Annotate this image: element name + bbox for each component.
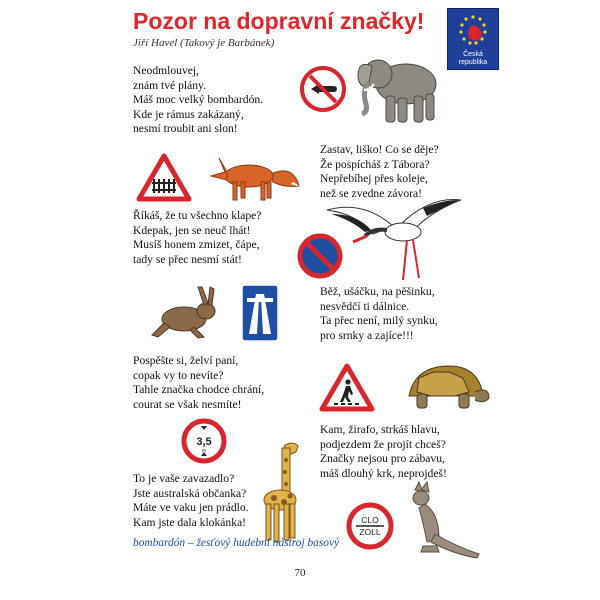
stanza-7 — [133, 472, 249, 530]
customs-line-1: CLO — [361, 515, 379, 525]
stanza-line: tady se přec nesmí stát! — [133, 252, 242, 266]
customs-line-2: ZOLL — [359, 527, 381, 537]
stanza-line: než se zvedne závora! — [320, 186, 423, 200]
stanza-line: pro srnky a zajíce!!! — [320, 328, 414, 342]
height-value: 3,5 — [196, 436, 212, 448]
author-credit: Jiří Havel (Takový je Barbánek) — [133, 37, 275, 49]
stanza-2 — [320, 143, 439, 201]
stork-illustration — [323, 196, 463, 282]
stanza-line: Kam, žirafo, strkáš hlavu, — [320, 423, 440, 436]
stanza-line: Jste australská občanka? — [133, 486, 247, 500]
stanza-line: Zastav, liško! Co se děje? — [320, 143, 439, 156]
stanza-line: Máš moc velký bombardón. — [133, 93, 264, 107]
stanza-line: Kde je rámus zakázaný, — [133, 107, 244, 121]
stanza-5 — [133, 354, 264, 412]
railway-crossing-sign-icon — [136, 153, 192, 203]
motorway-sign-icon — [241, 284, 279, 342]
stanza-4 — [320, 285, 438, 343]
eu-stars-icon — [448, 9, 498, 53]
stanza-3 — [133, 209, 261, 267]
stanza-line: Že pospícháš z Tábora? — [320, 157, 430, 171]
stanza-line: podjezdem že projít chceš? — [320, 437, 446, 451]
stanza-line: Značky nejsou pro zábavu, — [320, 452, 445, 466]
kangaroo-illustration — [405, 480, 481, 560]
stanza-line: Musíš honem zmizet, čápe, — [133, 238, 260, 252]
stanza-line: Pospěšte si, želví paní, — [133, 354, 239, 367]
pedestrian-crossing-sign-icon — [319, 363, 375, 413]
footnote: bombardón – žesťový hudební nástroj basový — [133, 537, 340, 549]
stanza-line: nesmí troubit ani slon! — [133, 122, 238, 136]
stanza-line: Máte ve vaku jen prádlo. — [133, 501, 249, 515]
stanza-6 — [320, 423, 447, 481]
page-title: Pozor na dopravní značky! — [133, 8, 425, 34]
fox-illustration — [205, 152, 301, 204]
height-unit: m — [201, 448, 207, 454]
stanza-line: Běž, ušáčku, na pěšinku, — [320, 285, 435, 298]
stanza-line: To je vaše zavazadlo? — [133, 472, 235, 485]
elephant-illustration — [350, 48, 442, 128]
customs-sign-icon — [346, 502, 394, 550]
badge-label: Česká republika — [458, 51, 488, 66]
stanza-line: Ta přec není, milý synku, — [320, 314, 438, 328]
stanza-line: znám tvé plány. — [133, 78, 206, 92]
max-height-sign-icon — [181, 418, 227, 464]
tortoise-illustration — [395, 360, 491, 416]
czech-republic-badge — [447, 8, 499, 70]
stanza-line: máš dlouhý krk, neprojdeš! — [320, 466, 447, 480]
stanza-line: Nepřebíhej přes koleje, — [320, 172, 428, 186]
hare-illustration — [150, 285, 220, 341]
giraffe-illustration — [254, 438, 314, 544]
stanza-line: copak vy to nevíte? — [133, 368, 224, 382]
stanza-line: Neodmlouvej, — [133, 64, 200, 77]
stanza-line: Kdepak, jen se neuč lhát! — [133, 223, 251, 237]
stanza-line: Kam jste dala klokánka! — [133, 515, 246, 529]
czech-map-icon — [468, 25, 482, 41]
page-number: 70 — [294, 567, 306, 579]
stanza-line: Tahle značka chodce chrání, — [133, 383, 265, 397]
stanza-line: courat se však nesmíte! — [133, 397, 242, 411]
no-horn-sign-icon — [300, 66, 346, 112]
stanza-1 — [133, 64, 263, 137]
stanza-line: nesvědčí ti dálnice. — [320, 299, 410, 313]
stanza-line: Říkáš, že tu všechno klape? — [133, 209, 262, 222]
